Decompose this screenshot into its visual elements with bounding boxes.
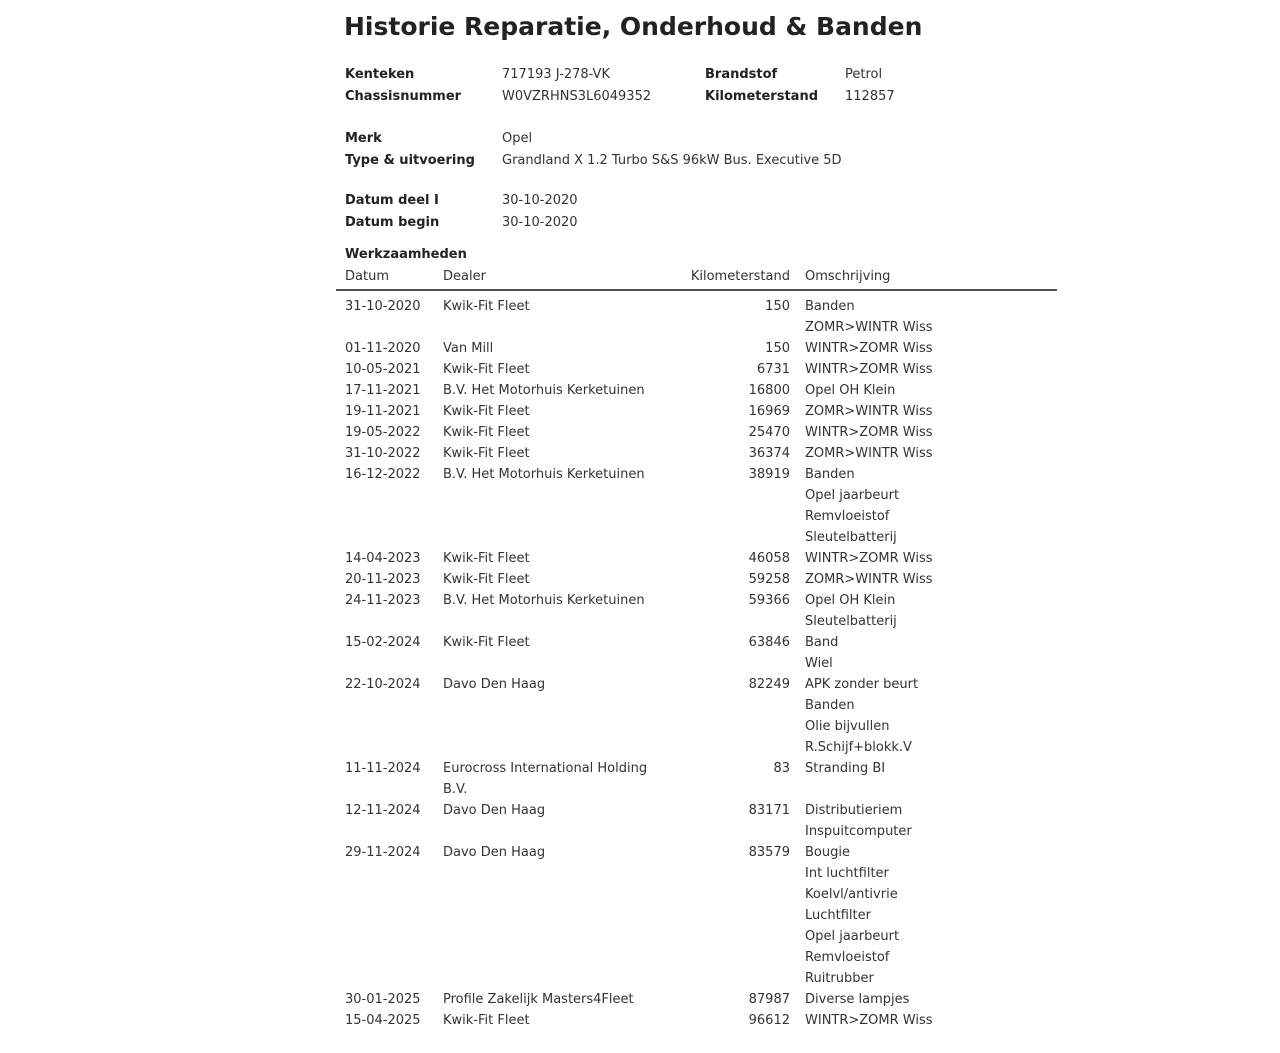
omschrijving-line: Opel jaarbeurt xyxy=(805,929,900,944)
row-dealer: B.V. Het Motorhuis Kerketuinen xyxy=(443,383,645,398)
row-dealer: Kwik-Fit Fleet xyxy=(443,404,530,419)
merk-value: Opel xyxy=(502,131,533,146)
row-omschrijving xyxy=(790,842,1057,989)
row-kilometerstand: 63846 xyxy=(748,635,790,650)
row-dealer: Kwik-Fit Fleet xyxy=(443,1013,530,1028)
omschrijving-line: Olie bijvullen xyxy=(805,719,890,734)
row-datum: 12-11-2024 xyxy=(345,803,421,818)
omschrijving-line: Banden xyxy=(805,467,855,482)
row-dealer: Kwik-Fit Fleet xyxy=(443,446,530,461)
column-header-dealer: Dealer xyxy=(443,266,668,290)
table-row xyxy=(336,989,1057,1010)
table-row xyxy=(336,1010,1057,1031)
info-row-datum-begin xyxy=(345,212,578,234)
table-row xyxy=(336,359,1057,380)
type-uitvoering-value: Grandland X 1.2 Turbo S&S 96kW Bus. Executive 5D xyxy=(502,153,842,168)
omschrijving-line: Remvloeistof xyxy=(805,509,890,524)
info-row-type-uitvoering xyxy=(345,150,842,172)
row-datum: 22-10-2024 xyxy=(345,677,421,692)
table-row xyxy=(336,842,1057,989)
row-omschrijving xyxy=(790,401,1057,422)
table-header-row xyxy=(336,266,1057,290)
row-omschrijving xyxy=(790,632,1057,674)
row-datum: 19-11-2021 xyxy=(345,404,421,419)
omschrijving-line: WINTR>ZOMR Wiss xyxy=(805,551,933,566)
omschrijving-line: ZOMR>WINTR Wiss xyxy=(805,404,933,419)
row-datum: 24-11-2023 xyxy=(345,593,421,608)
table-row xyxy=(336,422,1057,443)
row-dealer: Kwik-Fit Fleet xyxy=(443,572,530,587)
row-dealer: Eurocross International Holding B.V. xyxy=(443,761,648,797)
omschrijving-line: Sleutelbatterij xyxy=(805,614,897,629)
table-row xyxy=(336,290,1057,338)
merk-label: Merk xyxy=(345,131,382,146)
row-dealer: B.V. Het Motorhuis Kerketuinen xyxy=(443,593,645,608)
table-row xyxy=(336,548,1057,569)
row-omschrijving xyxy=(790,443,1057,464)
column-header-datum: Datum xyxy=(336,266,443,290)
omschrijving-line: WINTR>ZOMR Wiss xyxy=(805,1013,933,1028)
row-omschrijving xyxy=(790,758,1057,800)
omschrijving-line: Opel OH Klein xyxy=(805,383,896,398)
omschrijving-line: ZOMR>WINTR Wiss xyxy=(805,320,933,335)
row-datum: 11-11-2024 xyxy=(345,761,421,776)
row-omschrijving xyxy=(790,422,1057,443)
omschrijving-line: Koelvl/antivrie xyxy=(805,887,898,902)
table-row xyxy=(336,800,1057,842)
row-dealer: Kwik-Fit Fleet xyxy=(443,635,530,650)
vehicle-id-block xyxy=(345,64,895,108)
row-kilometerstand: 83171 xyxy=(748,803,790,818)
row-dealer: Kwik-Fit Fleet xyxy=(443,551,530,566)
omschrijving-line: Diverse lampjes xyxy=(805,992,910,1007)
row-kilometerstand: 36374 xyxy=(748,446,790,461)
row-omschrijving xyxy=(790,989,1057,1010)
row-dealer: Davo Den Haag xyxy=(443,845,546,860)
row-dealer: B.V. Het Motorhuis Kerketuinen xyxy=(443,467,645,482)
table-row xyxy=(336,338,1057,359)
row-kilometerstand: 87987 xyxy=(748,992,790,1007)
werkzaamheden-section-title: Werkzaamheden xyxy=(345,247,467,262)
omschrijving-line: Stranding BI xyxy=(805,761,886,776)
omschrijving-line: R.Schijf+blokk.V xyxy=(805,740,912,755)
row-omschrijving xyxy=(790,800,1057,842)
datum-begin-label: Datum begin xyxy=(345,215,440,230)
dates-block xyxy=(345,190,578,234)
omschrijving-line: WINTR>ZOMR Wiss xyxy=(805,341,933,356)
kilometerstand-label: Kilometerstand xyxy=(705,89,819,104)
info-row-datum-deel-i xyxy=(345,190,578,212)
omschrijving-line: Opel jaarbeurt xyxy=(805,488,900,503)
datum-deel-i-label: Datum deel I xyxy=(345,193,439,208)
row-dealer: Kwik-Fit Fleet xyxy=(443,362,530,377)
row-kilometerstand: 16969 xyxy=(748,404,790,419)
row-kilometerstand: 83579 xyxy=(748,845,790,860)
row-dealer: Kwik-Fit Fleet xyxy=(443,425,530,440)
omschrijving-line: ZOMR>WINTR Wiss xyxy=(805,572,933,587)
brandstof-value: Petrol xyxy=(845,67,883,82)
row-dealer: Van Mill xyxy=(443,341,494,356)
table-row xyxy=(336,464,1057,548)
omschrijving-line: Banden xyxy=(805,698,855,713)
table-row xyxy=(336,401,1057,422)
info-row-merk xyxy=(345,128,842,150)
omschrijving-line: Distributieriem xyxy=(805,803,903,818)
omschrijving-line: Remvloeistof xyxy=(805,950,890,965)
omschrijving-line: WINTR>ZOMR Wiss xyxy=(805,425,933,440)
column-header-kilometerstand: Kilometerstand xyxy=(668,266,790,290)
row-datum: 15-04-2025 xyxy=(345,1013,421,1028)
row-omschrijving xyxy=(790,1010,1057,1031)
row-dealer: Davo Den Haag xyxy=(443,677,546,692)
row-kilometerstand: 82249 xyxy=(748,677,790,692)
row-datum: 01-11-2020 xyxy=(345,341,421,356)
chassisnummer-label: Chassisnummer xyxy=(345,89,462,104)
row-omschrijving xyxy=(790,464,1057,548)
row-omschrijving xyxy=(790,590,1057,632)
brandstof-label: Brandstof xyxy=(705,67,778,82)
omschrijving-line: Bougie xyxy=(805,845,850,860)
row-dealer: Kwik-Fit Fleet xyxy=(443,299,530,314)
omschrijving-line: Inspuitcomputer xyxy=(805,824,912,839)
row-datum: 16-12-2022 xyxy=(345,467,421,482)
werkzaamheden-table xyxy=(336,266,1057,1031)
omschrijving-line: WINTR>ZOMR Wiss xyxy=(805,362,933,377)
datum-begin-value: 30-10-2020 xyxy=(502,215,578,230)
row-datum: 17-11-2021 xyxy=(345,383,421,398)
kenteken-label: Kenteken xyxy=(345,67,415,82)
table-row xyxy=(336,674,1057,758)
row-kilometerstand: 96612 xyxy=(748,1013,790,1028)
table-row xyxy=(336,758,1057,800)
row-datum: 10-05-2021 xyxy=(345,362,421,377)
vehicle-type-block xyxy=(345,128,842,172)
row-kilometerstand: 25470 xyxy=(748,425,790,440)
omschrijving-line: Sleutelbatterij xyxy=(805,530,897,545)
row-datum: 14-04-2023 xyxy=(345,551,421,566)
table-row xyxy=(336,443,1057,464)
kilometerstand-value: 112857 xyxy=(845,89,895,104)
row-datum: 31-10-2022 xyxy=(345,446,421,461)
row-omschrijving xyxy=(790,548,1057,569)
page-title: Historie Reparatie, Onderhoud & Banden xyxy=(344,12,923,41)
row-dealer: Profile Zakelijk Masters4Fleet xyxy=(443,992,634,1007)
omschrijving-line: Opel OH Klein xyxy=(805,593,896,608)
row-omschrijving xyxy=(790,674,1057,758)
row-omschrijving xyxy=(790,338,1057,359)
type-uitvoering-label: Type & uitvoering xyxy=(345,153,475,168)
omschrijving-line: Wiel xyxy=(805,656,833,671)
omschrijving-line: ZOMR>WINTR Wiss xyxy=(805,446,933,461)
kenteken-value: 717193 J-278-VK xyxy=(502,67,610,82)
row-omschrijving xyxy=(790,359,1057,380)
row-datum: 15-02-2024 xyxy=(345,635,421,650)
row-kilometerstand: 59258 xyxy=(748,572,790,587)
row-kilometerstand: 16800 xyxy=(748,383,790,398)
row-kilometerstand: 59366 xyxy=(748,593,790,608)
row-omschrijving xyxy=(790,380,1057,401)
row-datum: 29-11-2024 xyxy=(345,845,421,860)
info-row-chassisnummer xyxy=(345,86,895,108)
row-datum: 31-10-2020 xyxy=(345,299,421,314)
row-kilometerstand: 150 xyxy=(765,341,790,356)
omschrijving-line: APK zonder beurt xyxy=(805,677,919,692)
row-datum: 30-01-2025 xyxy=(345,992,421,1007)
row-dealer: Davo Den Haag xyxy=(443,803,546,818)
row-kilometerstand: 46058 xyxy=(748,551,790,566)
row-kilometerstand: 83 xyxy=(773,761,790,776)
omschrijving-line: Luchtfilter xyxy=(805,908,871,923)
row-omschrijving xyxy=(790,290,1057,338)
table-row xyxy=(336,569,1057,590)
omschrijving-line: Band xyxy=(805,635,839,650)
datum-deel-i-value: 30-10-2020 xyxy=(502,193,578,208)
row-omschrijving xyxy=(790,569,1057,590)
omschrijving-line: Int luchtfilter xyxy=(805,866,889,881)
row-kilometerstand: 38919 xyxy=(748,467,790,482)
row-kilometerstand: 150 xyxy=(765,299,790,314)
row-datum: 20-11-2023 xyxy=(345,572,421,587)
omschrijving-line: Banden xyxy=(805,299,855,314)
omschrijving-line: Ruitrubber xyxy=(805,971,874,986)
row-datum: 19-05-2022 xyxy=(345,425,421,440)
column-header-omschrijving: Omschrijving xyxy=(790,266,1057,290)
table-row xyxy=(336,590,1057,632)
table-row xyxy=(336,380,1057,401)
info-row-kenteken xyxy=(345,64,895,86)
chassisnummer-value: W0VZRHNS3L6049352 xyxy=(502,89,652,104)
row-kilometerstand: 6731 xyxy=(756,362,790,377)
table-row xyxy=(336,632,1057,674)
